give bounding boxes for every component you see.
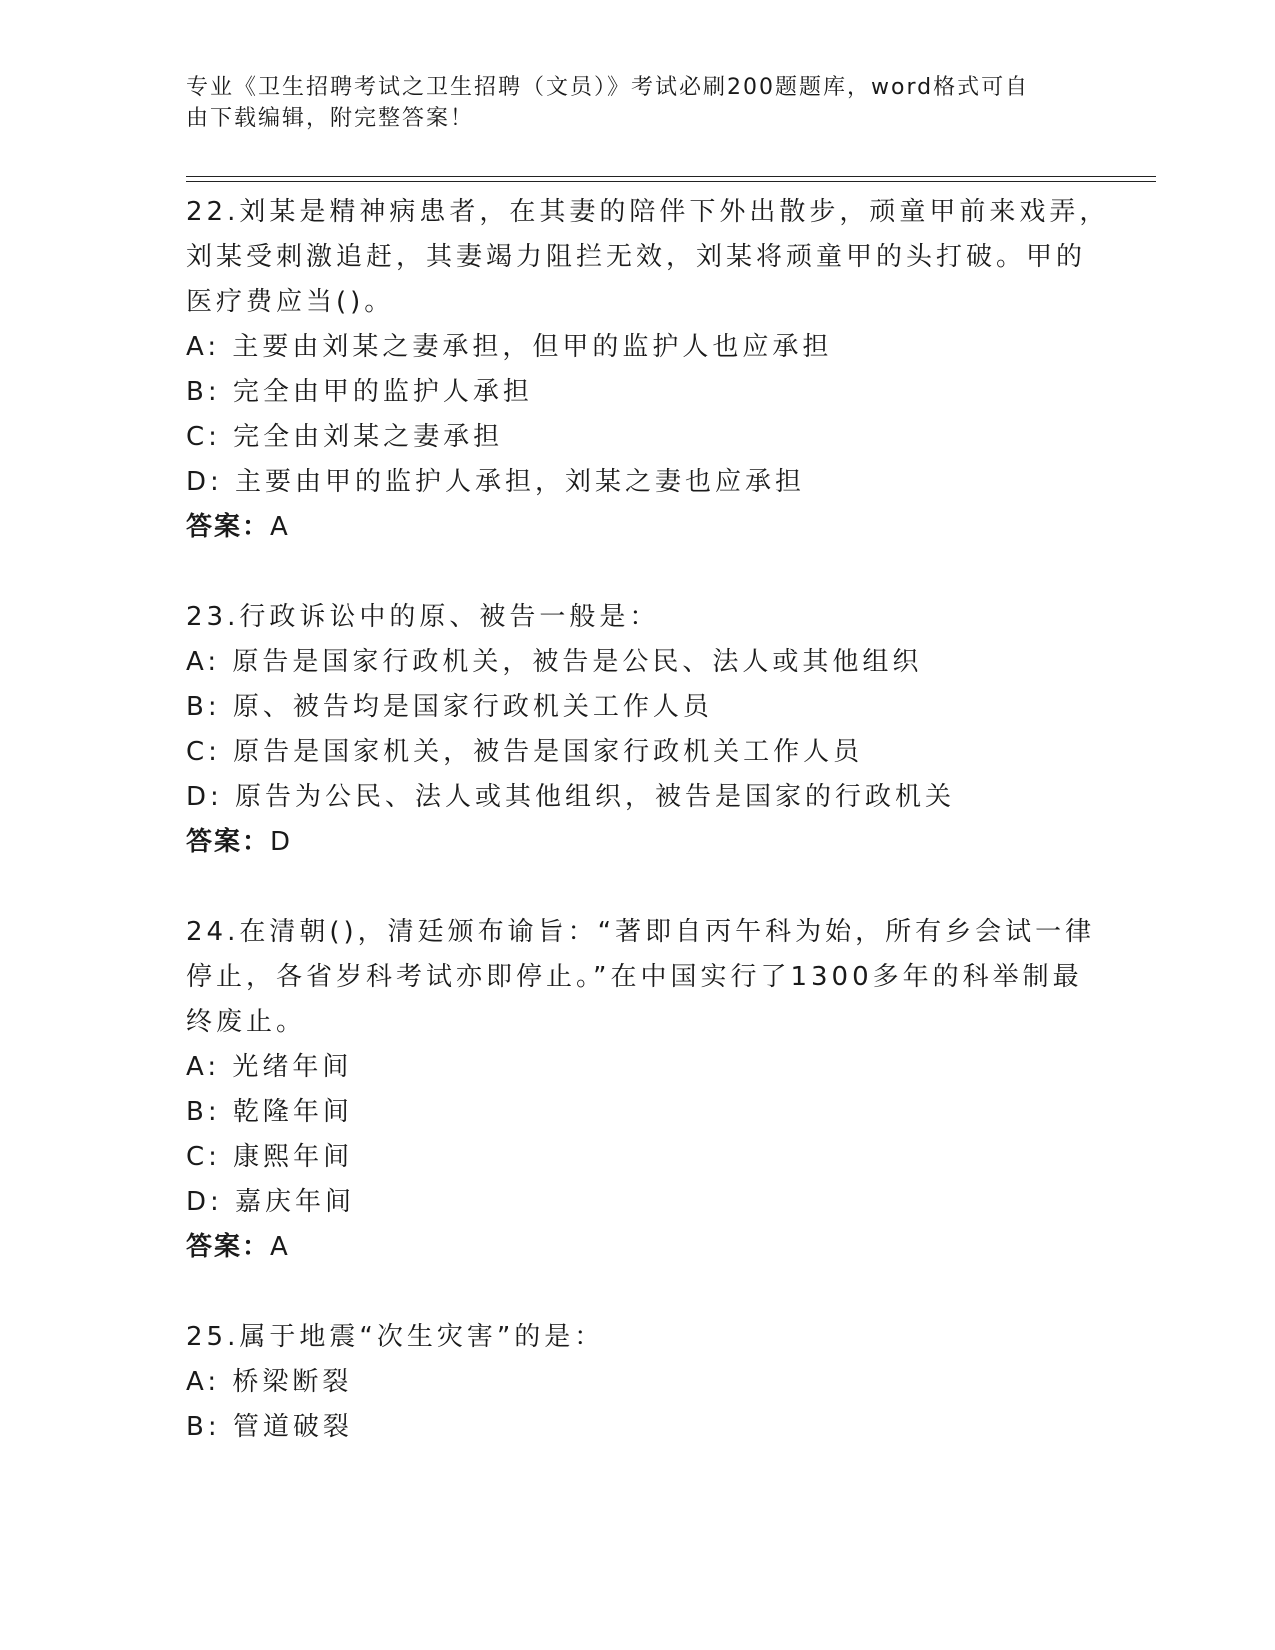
document-header [186,72,1066,134]
header-divider-top [186,176,1156,177]
answer-line [186,1225,1086,1270]
question-text-line: 终废止。 [186,1007,307,1037]
question-text-line: 停止，各省岁科考试亦即停止。”在中国实行了1300多年的科举制最 [186,962,1083,992]
option-d: D: 嘉庆年间 [186,1187,356,1217]
option-b: B: 原、被告均是国家行政机关工作人员 [186,692,713,722]
question-spacer [186,550,1086,595]
question-text-line: 25.属于地震“次生灾害”的是： [186,1322,605,1352]
question-22 [186,190,1110,550]
question-text-line: 医疗费应当()。 [186,287,395,317]
answer-label: 答案： [186,827,271,857]
answer-value: A [270,512,290,542]
question-23 [186,595,1086,865]
header-line-1: 专业《卫生招聘考试之卫生招聘（文员）》考试必刷200题题库，word格式可自 [186,75,1030,100]
option-c: C: 完全由刘某之妻承担 [186,422,504,452]
option-b: B: 管道破裂 [186,1412,353,1442]
option-c: C: 原告是国家机关，被告是国家行政机关工作人员 [186,737,864,767]
answer-line [186,820,1086,865]
question-spacer [186,1270,1086,1315]
option-d: D: 原告为公民、法人或其他组织，被告是国家的行政机关 [186,782,956,812]
question-text-line: 22.刘某是精神病患者，在其妻的陪伴下外出散步，顽童甲前来戏弄， [186,197,1110,227]
question-spacer [186,865,1086,910]
question-text-line: 23.行政诉讼中的原、被告一般是： [186,602,660,632]
answer-label: 答案： [186,1232,271,1262]
question-24 [186,910,1096,1270]
question-25 [186,1315,1086,1450]
header-line-2: 由下载编辑，附完整答案！ [186,106,475,131]
option-b: B: 乾隆年间 [186,1097,353,1127]
option-d: D: 主要由甲的监护人承担，刘某之妻也应承担 [186,467,806,497]
answer-value: A [270,1232,290,1262]
question-list [186,190,1110,1450]
option-b: B: 完全由甲的监护人承担 [186,377,533,407]
option-a: A: 原告是国家行政机关，被告是公民、法人或其他组织 [186,647,923,677]
answer-line [186,505,1086,550]
question-text-line: 24.在清朝()，清廷颁布谕旨：“著即自丙午科为始，所有乡会试一律 [186,917,1096,947]
option-c: C: 康熙年间 [186,1142,354,1172]
option-a: A: 桥梁断裂 [186,1367,353,1397]
header-divider-bottom [186,181,1156,182]
option-a: A: 主要由刘某之妻承担，但甲的监护人也应承担 [186,332,833,362]
question-text-line: 刘某受刺激追赶，其妻竭力阻拦无效，刘某将顽童甲的头打破。甲的 [186,242,1087,272]
answer-value: D [270,827,293,857]
answer-label: 答案： [186,512,271,542]
option-a: A: 光绪年间 [186,1052,353,1082]
